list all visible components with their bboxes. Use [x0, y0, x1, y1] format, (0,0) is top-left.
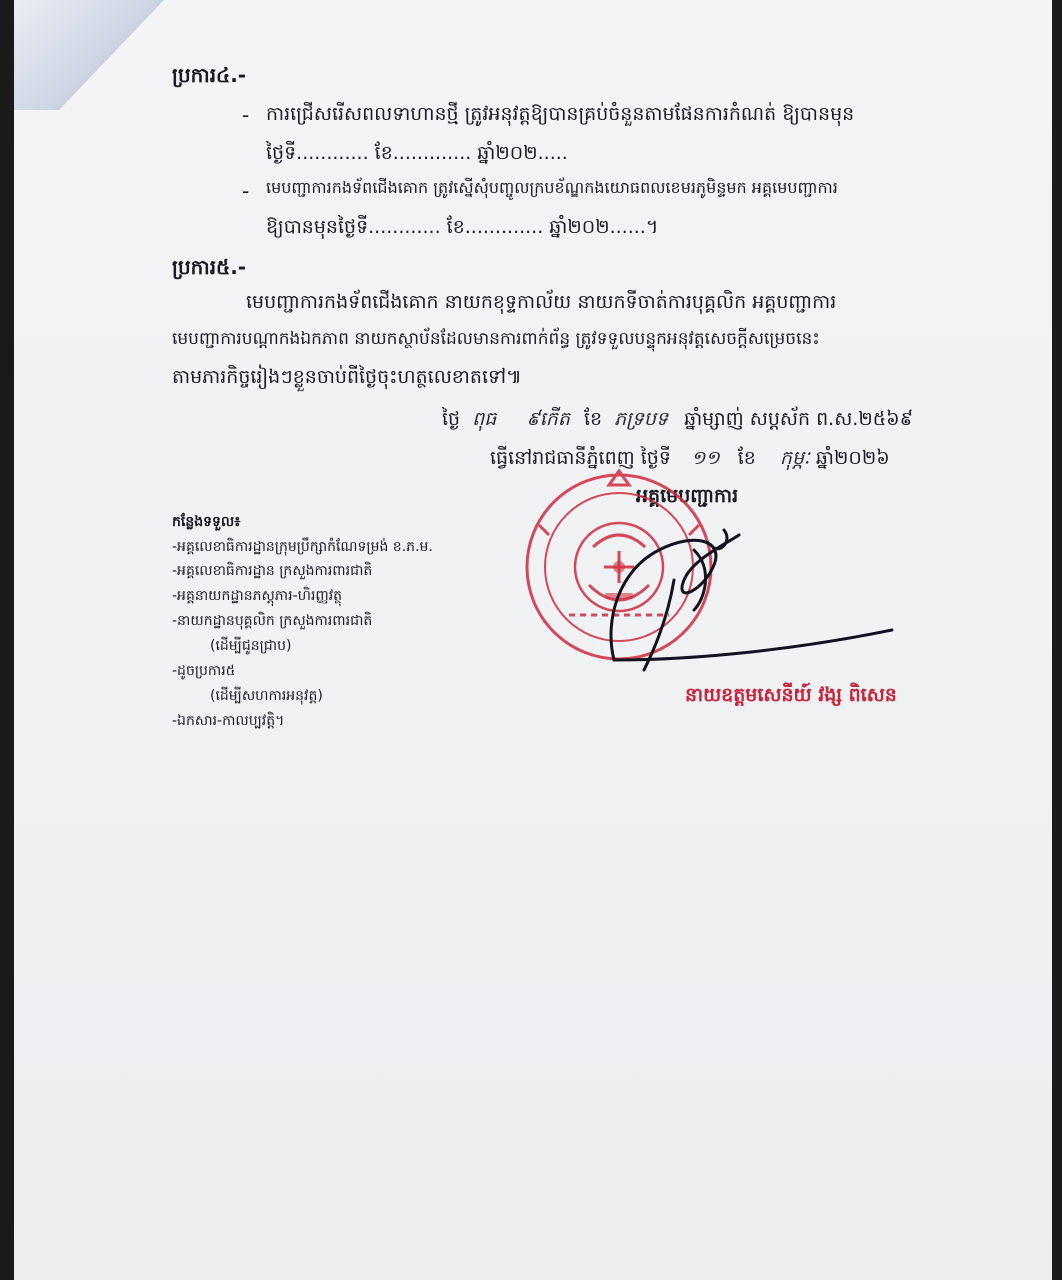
- solar-year: ឆ្នាំ២០២៦: [815, 447, 890, 469]
- handwritten-signature: [574, 510, 904, 680]
- recipients-heading: កន្លែងទទួល៖: [172, 514, 241, 530]
- recipient-item: -ដូចប្រការ៥: [172, 663, 236, 679]
- signatory-title: អគ្គមេបញ្ជាការ: [636, 485, 739, 507]
- solar-day-handwritten: ១១: [690, 447, 720, 469]
- article-4-item-1-line-1: ការជ្រើសរើសពលទាហានថ្មី ត្រូវអនុវត្តឱ្យបានគ្រប់ចំនួនតាមផែនការកំណត់ ឱ្យបានមុន: [266, 103, 855, 125]
- article-5-line-1: មេបញ្ជាការកងទ័ពជើងគោក នាយកខុទ្ទកាល័យ នាយកទីចាត់ការបុគ្គលិក អគ្គបញ្ជាការ: [246, 291, 837, 313]
- document-page: [14, 0, 1052, 1280]
- solar-month-handwritten: កុម្ភៈ: [779, 447, 810, 469]
- article-4-item-1-line-2: ថ្ងៃទី............ ខែ............. ឆ្នាំ២០២.....: [266, 142, 568, 164]
- lunar-year-text: ឆ្នាំម្សាញ់ សប្តស័ក ព.ស.២៥៦៩: [684, 408, 914, 430]
- recipient-note: (ដើម្បីសហការអនុវត្ត): [210, 688, 323, 704]
- recipient-item: -អគ្គលេខាធិការដ្ឋាន ក្រសួងការពារជាតិ: [172, 563, 373, 579]
- signatory-name: នាយឧត្តមសេនីយ៍ វង្ស ពិសេន: [685, 684, 897, 706]
- page-fold-shadow: [14, 0, 164, 110]
- bullet-marker: -: [242, 103, 250, 127]
- lunar-date-line: [442, 407, 913, 432]
- lunar-day-handwritten: ពុធ: [472, 408, 497, 430]
- lunar-month-handwritten: ភទ្របទ: [614, 408, 669, 430]
- article-5-line-2: មេបញ្ជាការបណ្តាកងឯកភាព នាយកស្ថាប័នដែលមានការពាក់ព័ន្ធ ត្រូវទទួលបន្ទុកអនុវត្តសេចក្ដីសម្រេចនេះ: [172, 329, 820, 349]
- article-5-line-3: តាមភារកិច្ចរៀងៗខ្លួនចាប់ពីថ្ងៃចុះហត្ថលេខាតទៅ៕: [172, 366, 522, 388]
- solar-prefix: ធ្វើនៅរាជធានីភ្នំពេញ ថ្ងៃទី: [490, 447, 671, 469]
- recipient-note: (ដើម្បីជូនជ្រាប): [210, 638, 292, 654]
- lunar-phase-handwritten: ៩កើត: [526, 408, 570, 430]
- article-4-item-2-line-2: ឱ្យបានមុនថ្ងៃទី............ ខែ............. ឆ្នាំ២០២......។: [266, 216, 659, 238]
- article-4-item-2-line-1: មេបញ្ជាការកងទ័ពជើងគោក ត្រូវស្នើសុំបញ្ចូលក្របខ័ណ្ឌកងយោធពលខេមរភូមិន្ទមក អគ្គមេបញ្ជាការ: [266, 178, 838, 197]
- article-4-heading: ប្រការ៤.-: [172, 63, 247, 87]
- bullet-marker: -: [242, 179, 250, 203]
- solar-month-label: ខែ: [737, 447, 756, 469]
- lunar-month-label: ខែ: [583, 408, 603, 430]
- recipient-item: -អគ្គលេខាធិការដ្ឋានក្រុមប្រឹក្សាកំណែទម្រង់ ខ.ភ.ម.: [172, 539, 433, 555]
- lunar-prefix: ថ្ងៃ: [442, 408, 461, 430]
- article-5-heading: ប្រការ៥.-: [172, 255, 247, 279]
- recipient-item: -ឯកសារ-កាលប្បវត្តិ។: [172, 713, 285, 729]
- recipient-item: -អគ្គនាយកដ្ឋានភស្តុភារ-ហិរញ្ញវត្ថុ: [172, 588, 343, 604]
- recipient-item: -នាយកដ្ឋានបុគ្គលិក ក្រសួងការពារជាតិ: [172, 613, 373, 629]
